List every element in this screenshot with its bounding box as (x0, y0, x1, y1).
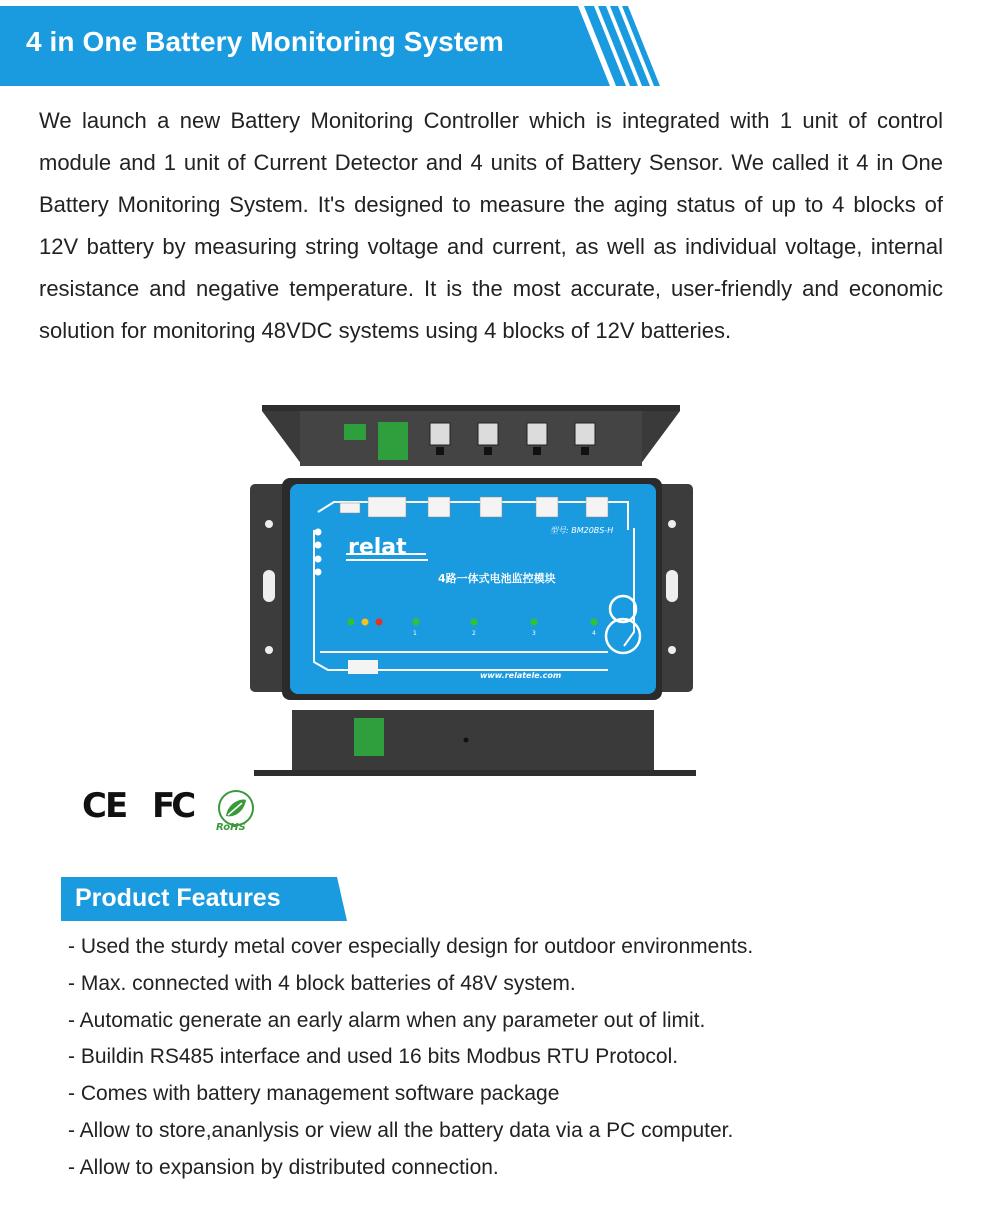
feature-list (68, 929, 753, 1187)
feature-item: - Buildin RS485 interface and used 16 bits Modbus RTU Protocol. (68, 1045, 679, 1069)
device-product-name: 4路一体式电池监控模块 (438, 572, 556, 585)
feature-item: - Automatic generate an early alarm when any parameter out of limit. (68, 1008, 706, 1032)
intro-paragraph: We launch a new Battery Monitoring Controller which is integrated with 1 unit of control module and 1 unit of Current Detector and 4 units of Battery Sensor. We called it 4 in One Battery Monitoring System. It's designed to measure the aging status of up to 4 blocks of 12V battery by measuring string voltage and current, as well as individual voltage, internal resistance and negative temperature. It is the most accurate, user-friendly and economic solution for monitoring 48VDC systems using 4 blocks of 12V batteries. (39, 108, 943, 343)
device-bottom-view (254, 710, 696, 776)
device-front-view (250, 478, 693, 700)
feature-item: - Allow to store,ananlysis or view all the battery data via a PC computer. (68, 1118, 734, 1142)
svg-text:4: 4 (592, 630, 596, 637)
device-image (248, 402, 698, 780)
page-title: 4 in One Battery Monitoring System (26, 26, 504, 57)
features-title: Product Features (75, 884, 281, 912)
ce-mark: CE (82, 786, 127, 826)
device-website: www.relatele.com (480, 671, 562, 680)
device-top-view (262, 405, 680, 466)
svg-text:2: 2 (472, 630, 476, 637)
feature-item: - Used the sturdy metal cover especially design for outdoor environments. (68, 935, 754, 958)
rohs-icon (214, 788, 258, 832)
device-brand: relat (348, 535, 407, 560)
svg-text:1: 1 (413, 630, 417, 637)
device-model: 型号: BM20BS-H (550, 526, 614, 535)
fc-mark: FC (152, 786, 193, 826)
feature-item: - Comes with battery management software package (68, 1082, 560, 1106)
rohs-label: RoHS (216, 822, 246, 832)
svg-text:3: 3 (532, 630, 536, 637)
feature-item: - Allow to expansion by distributed connection. (68, 1155, 499, 1179)
feature-item: - Max. connected with 4 block batteries of 48V system. (68, 971, 576, 995)
certification-logos (82, 786, 272, 834)
